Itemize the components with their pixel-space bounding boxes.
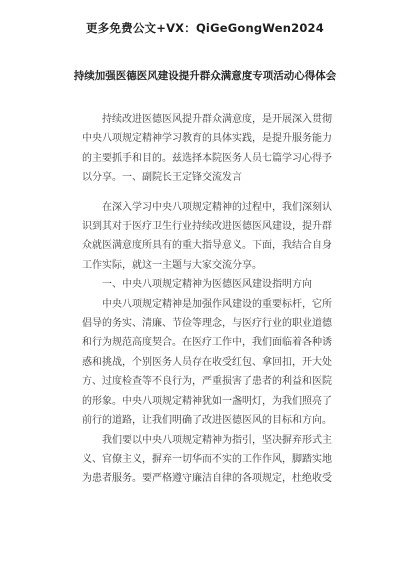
paragraph-action: 我们要以中央八项规定精神为指引，坚决摒弃形式主义、官僚主义，摒弃一切华而不实的工作作风，脚踏实地为患者服务。要严格遵守廉洁自律的各项规定，杜绝收受 bbox=[82, 434, 332, 485]
document-body bbox=[82, 110, 332, 489]
section-heading-1: 一、中央八项规定精神为医德医风建设指明方向 bbox=[102, 279, 312, 291]
document-title: 持续加强医德医风建设提升群众满意度专项活动心得体会 bbox=[73, 70, 337, 82]
promo-banner: 更多免费公文+VX：QiGeGongWen2024 bbox=[86, 21, 324, 35]
paragraph-guidance: 中央八项规定精神是加强作风建设的重要标杆，它所倡导的务实、清廉、节俭等理念，与医疗行业的职业道德和行为规范高度契合。在医疗工作中，我们面临着各种诱惑和挑战，个别医务人员存在收受红包、拿回扣，开大处方、过度检查等不良行为，严重损害了患者的利益和医院的形象。中央八项规定精神犹如一盏明灯，为我们照亮了前行的道路，让我们明确了改进医德医风的目标和方向。 bbox=[82, 298, 332, 427]
paragraph-intro: 持续改进医德医风提升群众满意度，是开展深入贯彻中央八项规定精神学习教育的具体实践，是提升服务能力的主要抓手和目的。兹选择本院医务人员七篇学习心得予以分享。一、副院长王定锋交流发言 bbox=[82, 114, 332, 184]
paragraph-study: 在深入学习中央八项规定精神的过程中，我们深刻认识到其对于医疗卫生行业持续改进医德医风建设，提升群众就医满意度所具有的重大指导意义。下面，我结合自身工作实际，就这一主题与大家交流分享。 bbox=[82, 201, 332, 271]
